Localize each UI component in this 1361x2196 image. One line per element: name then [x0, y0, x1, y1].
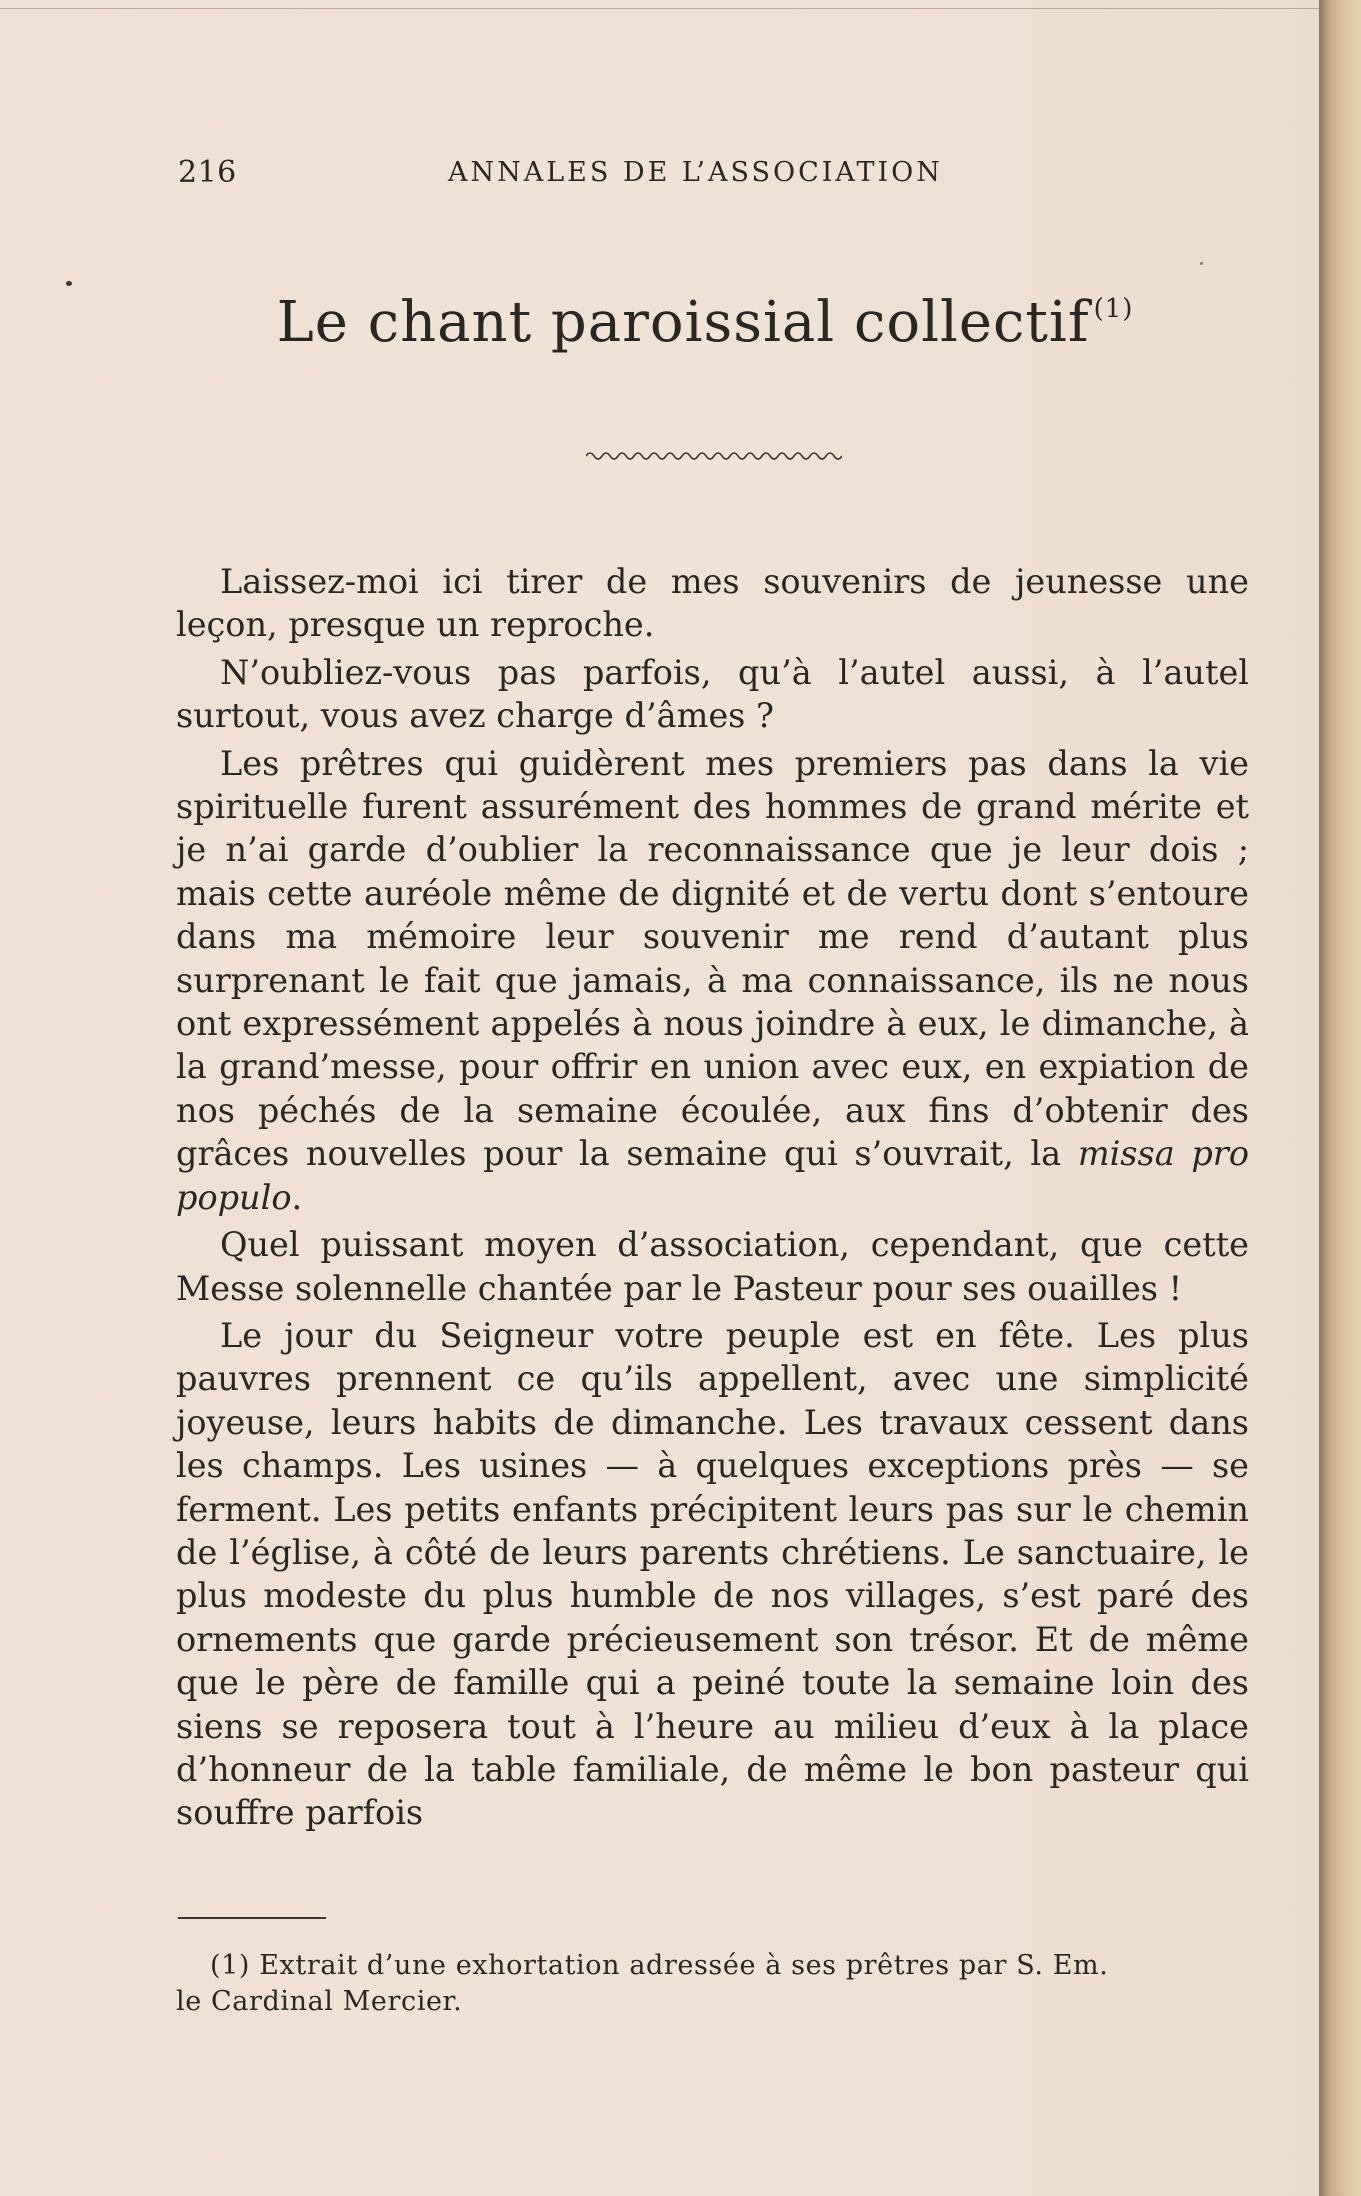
article-title-text: Le chant paroissial collectif — [276, 290, 1090, 355]
footnote-reference: (1) — [1093, 294, 1134, 324]
ink-speck — [1200, 262, 1203, 265]
page-number: 216 — [178, 155, 237, 190]
top-rule — [0, 8, 1319, 9]
body-text — [176, 560, 1249, 1841]
paragraph-5: Le jour du Seigneur votre peuple est en fête. Les plus pauvres prennent ce qu’ils appellent, avec une simplicité joyeuse, leurs habits de dimanche. Les travaux cessent dans les champs. Les usines — à quelques exceptions près — se ferment. Les petits enfants précipitent leurs pas sur le chemin de l’église, à côté de leurs parents chrétiens. Le sanctuaire, le plus modeste du plus humble de nos villages, s’est paré des ornements que garde précieusement son trésor. Et de même que le père de famille qui a peiné toute la semaine loin des siens se reposera tout à l’heure au milieu d’eux à la place d’honneur de la table familiale, de même le bon pasteur qui souffre parfois — [176, 1315, 1249, 1833]
wavy-ornament-icon — [586, 450, 842, 462]
footnote-marker: (1) — [210, 1950, 251, 1981]
paragraph-3-end: . — [291, 1177, 303, 1217]
ink-speck — [66, 281, 72, 286]
paragraph-1: Laissez-moi ici tirer de mes souvenirs de jeunesse une leçon, presque un reproche. — [176, 562, 1249, 645]
paragraph-2: N’oubliez-vous pas parfois, qu’à l’autel aussi, à l’autel surtout, vous avez charge d’âmes ? — [176, 652, 1249, 736]
footnote-line-2: le Cardinal Mercier. — [176, 1986, 463, 2017]
footnote-rule — [178, 1917, 326, 1919]
paragraph-3-text: Les prêtres qui guidèrent mes premiers pas dans la vie spirituelle furent assurément des hommes de grand mérite et je n’ai garde d’oublier la reconnaissance que je leur dois ; mais cette auréole même de dignité et de vertu dont s’entoure dans ma mémoire leur souvenir me rend d’autant plus surprenant le fait que jamais, à ma connaissance, ils ne nous ont expressément appelés à nous joindre à eux, le dimanche, à la grand’messe, pour offrir en union avec eux, en expiation de nos péchés de la semaine écoulée, aux fins d’obtenir des grâces nouvelles pour la semaine qui s’ouvrait, la — [176, 743, 1249, 1174]
running-title: ANNALES DE L’ASSOCIATION — [448, 157, 943, 188]
paragraph-3-italic: missa pro populo — [176, 1134, 1249, 1217]
footnote — [176, 1948, 1249, 2020]
article-title — [170, 290, 1240, 355]
page-edge — [1319, 0, 1361, 2196]
paragraph-4: Quel puissant moyen d’association, cependant, que cette Messe solennelle chantée par le Pasteur pour ses ouailles ! — [176, 1225, 1249, 1308]
running-head — [178, 155, 1248, 195]
footnote-text-1: Extrait d’une exhortation adressée à ses prêtres par S. Em. — [259, 1950, 1109, 1981]
paragraph-3 — [176, 742, 1249, 1219]
footnote-line-1 — [176, 1948, 1249, 1984]
